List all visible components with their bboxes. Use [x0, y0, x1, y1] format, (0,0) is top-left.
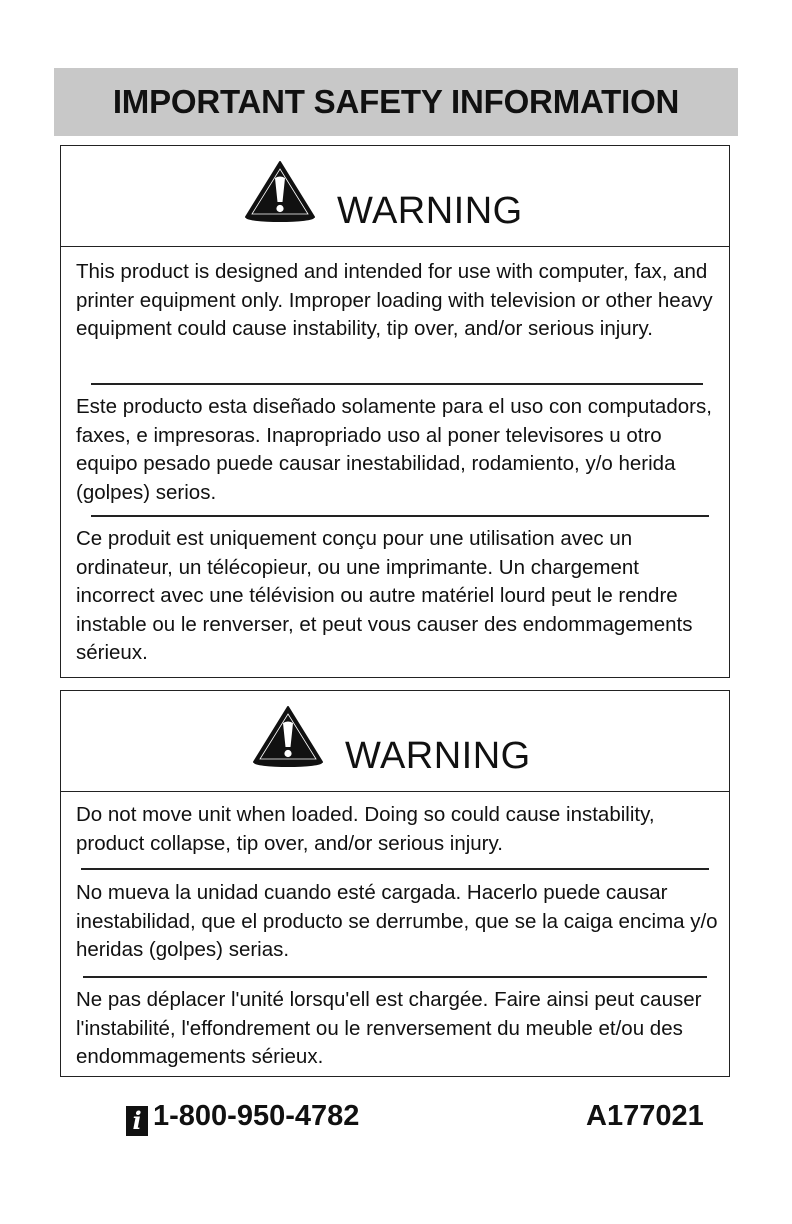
- safety-header-bar: [54, 68, 738, 136]
- warning-header: [61, 146, 729, 247]
- info-icon: i: [126, 1106, 148, 1136]
- warning-text-french: Ce produit est uniquement conçu pour une utilisation avec un ordinateur, un télécopieur, ou une imprimante. Un chargement incorrect avec une télévision ou autre matériel lourd peut le rendre instable ou le renverser, et peut vous causer des endommagements sérieux.: [76, 527, 693, 664]
- divider: [81, 868, 709, 870]
- part-number: A177021: [586, 1100, 704, 1132]
- warning-text-spanish: Este producto esta diseñado solamente para el uso con computadors, faxes, e impresoras. Inapropriado uso al poner televisores u otro equipo pesado puede causar inestabilidad, rodamiento, y/o herida (golpes) serios.: [76, 395, 712, 504]
- warning-triangle-icon: [244, 160, 316, 224]
- warning-header: [61, 691, 729, 792]
- warning-text-english: Do not move unit when loaded. Doing so could cause instability, product collapse, tip over, and/or serious injury.: [76, 803, 655, 855]
- divider: [91, 383, 703, 385]
- warning-heading: WARNING: [345, 735, 531, 777]
- warning-box-loading: [60, 145, 730, 678]
- divider: [91, 515, 709, 517]
- warning-text-english: This product is designed and intended for use with computer, fax, and printer equipment only. Improper loading with television or other heavy equipment could cause instability, tip over, and/or serious injury.: [76, 260, 713, 340]
- page-title: IMPORTANT SAFETY INFORMATION: [112, 83, 680, 120]
- warning-text-french: Ne pas déplacer l'unité lorsqu'ell est chargée. Faire ainsi peut causer l'instabilité, l'effondrement ou le renversement du meuble et/ou des endommagements sérieux.: [76, 988, 702, 1068]
- warning-box-moving: [60, 690, 730, 1077]
- warning-heading: WARNING: [337, 190, 523, 232]
- support-phone-number: 1-800-950-4782: [153, 1100, 360, 1132]
- warning-triangle-icon: [252, 705, 324, 769]
- divider: [83, 976, 707, 978]
- warning-text-spanish: No mueva la unidad cuando esté cargada. Hacerlo puede causar inestabilidad, que el producto se derrumbe, que se la caiga encima y/o heridas (golpes) serias.: [76, 881, 718, 961]
